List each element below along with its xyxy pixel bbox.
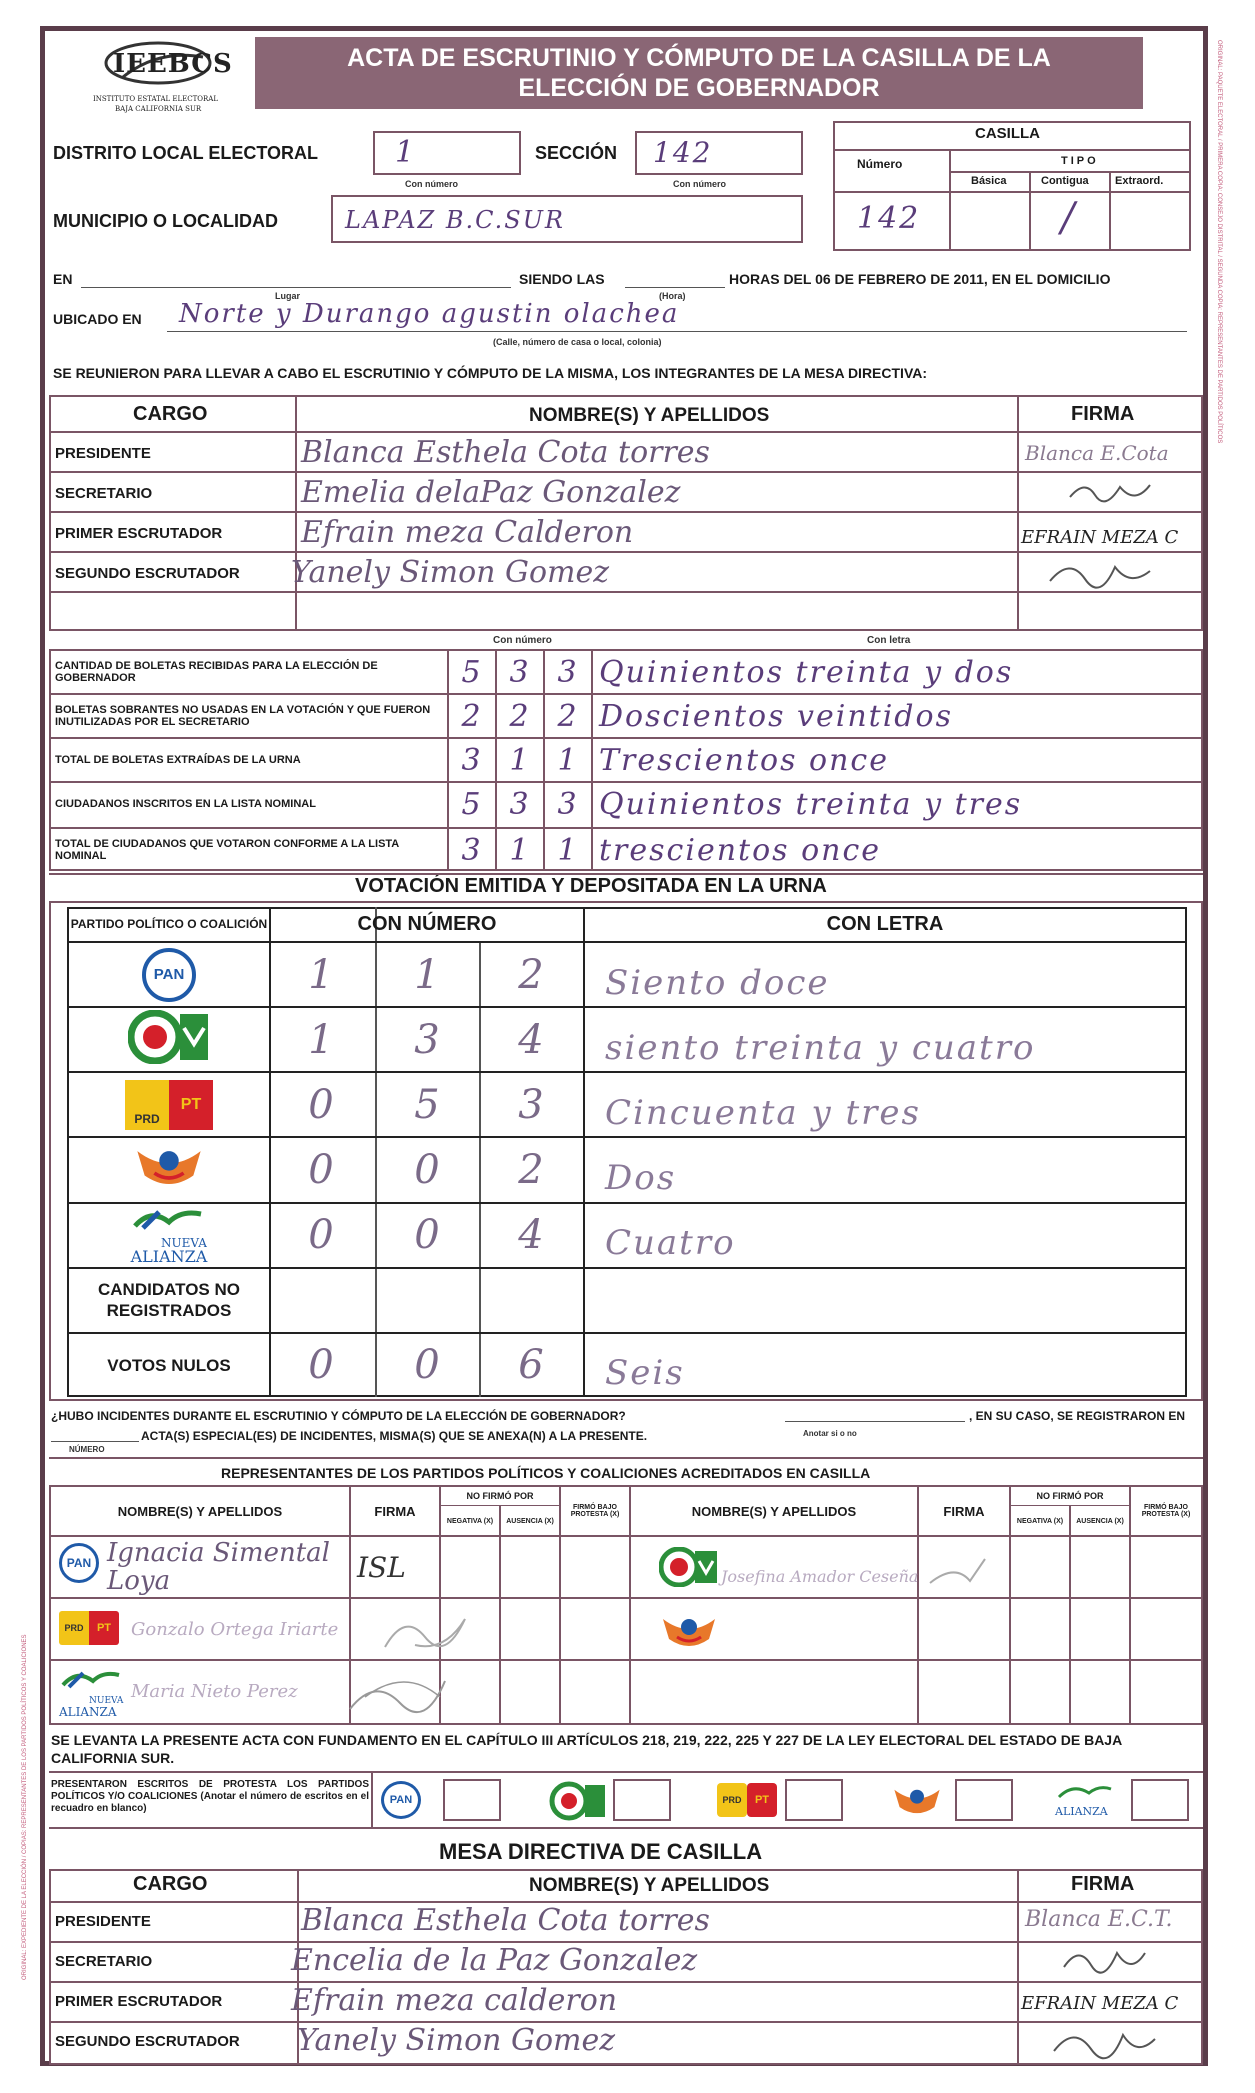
institute-logo	[85, 37, 233, 117]
vote-2-d1[interactable]: 1	[308, 1016, 336, 1063]
rep-left-firma-header: FIRMA	[374, 1503, 416, 1519]
rep-right-nombre-header: NOMBRE(S) Y APELLIDOS	[691, 1503, 857, 1519]
rep-left-nofirmo-header: NO FIRMÓ POR	[466, 1491, 534, 1501]
protesta-prs-icon	[887, 1781, 947, 1826]
protesta-pri-box[interactable]	[613, 1779, 671, 1821]
mesa-top-cargo-2: SECRETARIO	[55, 485, 153, 502]
side-legal-text-left: ORIGINAL: EXPEDIENTE DE LA ELECCIÓN / COPIAS: REPRESENTANTES DE LOS PARTIDOS POLÍTICOS Y COALICIONES	[22, 1634, 28, 1980]
mesa-bottom-nombre-3[interactable]: Efrain meza calderon	[291, 1983, 618, 2018]
mesa-top-firma-header: FIRMA	[1071, 403, 1135, 425]
boleta-1-d1[interactable]: 5	[461, 654, 483, 690]
rep-right-negativa-header: NEGATIVA (X)	[1016, 1517, 1064, 1525]
boleta-label-5: TOTAL DE CIUDADANOS QUE VOTARON CONFORME A LA LISTA NOMINAL	[55, 838, 399, 862]
mesa-bottom-signature-2[interactable]	[1059, 1945, 1149, 1982]
en-label: EN	[53, 271, 73, 287]
lugar-sub: Lugar	[275, 291, 301, 301]
prs-logo-icon	[129, 1139, 209, 1200]
seccion-sub: Con número	[673, 179, 726, 189]
boleta-5-letra[interactable]: trescientos once	[599, 832, 882, 868]
mesa-bottom-nombre-header: NOMBRE(S) Y APELLIDOS	[529, 1875, 770, 1896]
vote-1-d1[interactable]: 1	[308, 951, 336, 998]
rep-left-nombre-2[interactable]: Gonzalo Ortega Iriarte	[131, 1619, 339, 1640]
vote-2-d3[interactable]: 4	[518, 1016, 546, 1063]
mesa-top-signature-4[interactable]	[1045, 557, 1155, 596]
representantes-title: REPRESENTANTES DE LOS PARTIDOS POLÍTICOS Y COALICIONES ACREDITADOS EN CASILLA	[221, 1465, 871, 1481]
rep-right-firma-header: FIRMA	[943, 1503, 985, 1519]
boleta-5-d1[interactable]: 3	[461, 832, 483, 868]
mesa-bottom-cargo-1: PRESIDENTE	[55, 1913, 151, 1930]
incidentes-line-2: ACTA(S) ESPECIAL(ES) DE INCIDENTES, MISMA(S) QUE SE ANEXA(N) A LA PRESENTE.	[141, 1429, 648, 1443]
rep-right-signature-1[interactable]	[925, 1553, 1005, 1598]
protesta-prd-pt-icon: PRD PT	[717, 1783, 777, 1817]
vote-1-d2[interactable]: 1	[414, 951, 442, 998]
vote-3-letra[interactable]: Cincuenta y tres	[605, 1092, 921, 1133]
seccion-field[interactable]: 142	[635, 131, 803, 175]
municipio-label: MUNICIPIO O LOCALIDAD	[53, 211, 278, 231]
protesta-text: PRESENTARON ESCRITOS DE PROTESTA LOS PARTIDOS POLÍTICOS Y/O COALICIONES (Anotar el número de escritos en el recuadro en blanco)	[51, 1779, 369, 1814]
vote-4-d1[interactable]: 0	[308, 1146, 336, 1193]
logo-text: IEEBCS	[113, 49, 233, 79]
casilla-tipo-label: TIPO	[1061, 155, 1099, 167]
votacion-partido-header: PARTIDO POLÍTICO O COALICIÓN	[70, 916, 268, 931]
vote-party-cell-5	[69, 1204, 269, 1267]
boleta-2-letra[interactable]: Doscientos veintidos	[599, 698, 953, 734]
mesa-bottom-firma-header: FIRMA	[1071, 1873, 1135, 1895]
protesta-nueva-alianza-box[interactable]	[1131, 1779, 1189, 1821]
protesta-nueva-alianza-icon: ALIANZA	[1055, 1783, 1125, 1818]
incidentes-anotar: Anotar si o no	[803, 1429, 857, 1438]
incidentes-line-1: ¿HUBO INCIDENTES DURANTE EL ESCRUTINIO Y CÓMPUTO DE LA ELECCIÓN DE GOBERNADOR?	[51, 1409, 626, 1423]
protesta-pri-icon	[549, 1781, 607, 1826]
mesa-bottom-firma-3[interactable]: EFRAIN MEZA C	[1021, 1993, 1179, 2014]
vote-4-d3[interactable]: 2	[518, 1146, 546, 1193]
incidentes-line-1-end: , EN SU CASO, SE REGISTRARON EN	[969, 1409, 1186, 1423]
prs-logo-icon	[659, 1609, 719, 1655]
prd-pt-logo-icon: PRD PT	[59, 1611, 119, 1645]
boleta-3-d2[interactable]: 1	[509, 742, 531, 778]
distrito-sub: Con número	[405, 179, 458, 189]
boletas-con-letra-header: Con letra	[867, 635, 911, 646]
boleta-4-d3[interactable]: 3	[557, 786, 579, 822]
mesa-top-nombre-1[interactable]: Blanca Esthela Cota torres	[301, 435, 710, 470]
boleta-4-d2[interactable]: 3	[509, 786, 531, 822]
ubicado-value[interactable]: Norte y Durango agustin olachea	[179, 299, 680, 329]
mesa-top-nombre-header: NOMBRE(S) Y APELLIDOS	[529, 405, 770, 426]
boleta-3-letra[interactable]: Trescientos once	[599, 742, 889, 778]
ubicado-sub: (Calle, número de casa o local, colonia)	[493, 337, 662, 347]
rep-right-nofirmo-header: NO FIRMÓ POR	[1036, 1491, 1104, 1501]
vote-party-cell-4	[69, 1138, 269, 1201]
rep-right-nombre-1[interactable]: Josefina Amador Ceseña	[721, 1567, 919, 1586]
casilla-contigua: Contigua	[1041, 175, 1089, 187]
vote-6-d2[interactable]	[377, 1269, 479, 1332]
vote-3-d1[interactable]: 0	[308, 1081, 336, 1128]
boleta-4-letra[interactable]: Quinientos treinta y tres	[599, 786, 1023, 822]
municipio-field[interactable]: LAPAZ B.C.SUR	[331, 195, 803, 243]
boleta-5-d3[interactable]: 1	[557, 832, 579, 868]
rep-right-ausencia-header: AUSENCIA (X)	[1076, 1517, 1124, 1525]
pri-pvem-logo-icon	[128, 1010, 210, 1069]
vote-1-d3[interactable]: 2	[518, 951, 546, 998]
boleta-2-d1[interactable]: 2	[461, 698, 483, 734]
mesa-top-cargo-1: PRESIDENTE	[55, 445, 151, 462]
mesa-bottom-title: MESA DIRECTIVA DE CASILLA	[439, 1839, 763, 1864]
rep-left-nombre-3[interactable]: Maria Nieto Perez	[131, 1681, 298, 1702]
casilla-numero-value[interactable]: 142	[857, 201, 921, 236]
mesa-bottom-cargo-4: SEGUNDO ESCRUTADOR	[55, 2033, 240, 2050]
side-legal-text-right: ORIGINAL: PAQUETE ELECTORAL / PRIMERA COPIA: CONSEJO DISTRITAL / SEGUNDA COPIA: REPRESENTANTES DE PARTIDOS POLÍTICOS	[1216, 40, 1222, 444]
vote-party-cell-6	[69, 1269, 269, 1332]
boleta-4-d1[interactable]: 5	[461, 786, 483, 822]
vote-party-label: CANDIDATOS NO REGISTRADOS	[98, 1280, 240, 1321]
protesta-pan-box[interactable]	[443, 1779, 501, 1821]
rep-left-nombre-1[interactable]: Ignacia Simental Loya	[107, 1538, 330, 1596]
vote-3-d3[interactable]: 3	[518, 1081, 546, 1128]
boletas-con-numero-header: Con número	[493, 635, 552, 646]
vote-party-cell-1	[69, 943, 269, 1006]
vote-7-letra[interactable]: Seis	[605, 1353, 685, 1394]
boleta-label-1: CANTIDAD DE BOLETAS RECIBIDAS PARA LA ELECCIÓN DE GOBERNADOR	[55, 660, 378, 684]
vote-6-d1[interactable]	[271, 1269, 373, 1332]
vote-5-letra[interactable]: Cuatro	[605, 1223, 736, 1264]
mesa-top-nombre-4[interactable]: Yanely Simon Gomez	[291, 555, 610, 590]
mesa-top-cargo-3: PRIMER ESCRUTADOR	[55, 525, 223, 542]
mesa-bottom-signature-4[interactable]	[1049, 2025, 1159, 2066]
vote-7-d2[interactable]: 0	[414, 1342, 442, 1389]
mesa-top-nombre-3[interactable]: Efrain meza Calderon	[301, 515, 634, 550]
seccion-label: SECCIÓN	[535, 143, 618, 163]
pan-logo-icon: PAN	[59, 1543, 99, 1583]
rep-left-firma-1[interactable]: ISL	[357, 1551, 406, 1584]
vote-party-label: VOTOS NULOS	[107, 1355, 231, 1375]
vote-party-cell-2	[69, 1008, 269, 1071]
title-banner	[255, 37, 1143, 109]
casilla-title: CASILLA	[975, 125, 1040, 142]
boleta-label-3: TOTAL DE BOLETAS EXTRAÍDAS DE LA URNA	[55, 754, 301, 766]
boleta-2-d3[interactable]: 2	[557, 698, 579, 734]
mesa-bottom-nombre-1[interactable]: Blanca Esthela Cota torres	[301, 1903, 710, 1938]
vote-6-d3[interactable]	[481, 1269, 583, 1332]
casilla-tipo-mark[interactable]: /	[1061, 195, 1077, 241]
casilla-basica: Básica	[971, 175, 1007, 187]
mesa-top-nombre-2[interactable]: Emelia delaPaz Gonzalez	[301, 475, 681, 510]
mesa-top-cargo-4: SEGUNDO ESCRUTADOR	[55, 565, 240, 582]
casilla-numero-label: Número	[857, 157, 903, 171]
mesa-top-firma-1[interactable]: Blanca E.Cota	[1025, 441, 1169, 465]
vote-5-d3[interactable]: 4	[518, 1212, 546, 1259]
mesa-bottom-nombre-4[interactable]: Yanely Simon Gomez	[297, 2023, 616, 2058]
vote-6-letra[interactable]	[605, 1277, 1185, 1340]
incidentes-numero: NÚMERO	[69, 1445, 105, 1454]
prd-pt-logo-icon: PRD PT	[125, 1080, 213, 1130]
vote-5-d1[interactable]: 0	[308, 1212, 336, 1259]
rep-left-ausencia-header: AUSENCIA (X)	[506, 1517, 554, 1525]
votacion-numero-header: CON NÚMERO	[357, 912, 497, 935]
hora-sub: (Hora)	[659, 291, 686, 301]
vote-7-d1[interactable]: 0	[308, 1342, 336, 1389]
boleta-2-d2[interactable]: 2	[509, 698, 531, 734]
votacion-title: VOTACIÓN EMITIDA Y DEPOSITADA EN LA URNA	[355, 875, 827, 897]
nueva-alianza-logo-icon: NUEVA ALIANZA	[59, 1667, 129, 1717]
ubicado-label: UBICADO EN	[53, 311, 142, 327]
rep-left-signature-3[interactable]	[345, 1667, 465, 1722]
vote-4-d2[interactable]: 0	[414, 1146, 442, 1193]
vote-4-letra[interactable]: Dos	[605, 1157, 677, 1198]
boleta-label-2: BOLETAS SOBRANTES NO USADAS EN LA VOTACIÓN Y QUE FUERON INUTILIZADAS POR EL SECRETARIO	[55, 704, 431, 728]
vote-7-d3[interactable]: 6	[518, 1342, 546, 1389]
protesta-prd-pt-box[interactable]	[785, 1779, 843, 1821]
mesa-bottom-cargo-2: SECRETARIO	[55, 1953, 153, 1970]
mesa-top-signature-2[interactable]	[1065, 477, 1155, 512]
title-line-2: ELECCIÓN DE GOBERNADOR	[518, 74, 880, 102]
boleta-1-d2[interactable]: 3	[509, 654, 531, 690]
vote-1-letra[interactable]: Siento doce	[605, 962, 830, 1003]
votacion-letra-header: CON LETRA	[826, 912, 944, 935]
distrito-field[interactable]: 1	[373, 131, 521, 175]
boleta-3-d3[interactable]: 1	[557, 742, 579, 778]
boleta-label-4: CIUDADANOS INSCRITOS EN LA LISTA NOMINAL	[55, 798, 316, 810]
vote-2-d2[interactable]: 3	[414, 1016, 442, 1063]
vote-party-cell-7	[69, 1334, 269, 1397]
mesa-top-firma-3[interactable]: EFRAIN MEZA C	[1021, 527, 1179, 548]
mesa-bottom-nombre-2[interactable]: Encelia de la Paz Gonzalez	[291, 1943, 698, 1978]
fundamento-text: SE LEVANTA LA PRESENTE ACTA CON FUNDAMENTO EN EL CAPÍTULO III ARTÍCULOS 218, 219, 222, 225 Y 227 DE LA LEY ELECTORAL DEL ESTADO DE BAJA CALIFORNIA SUR.	[51, 1732, 1122, 1766]
mesa-bottom-cargo-header: CARGO	[133, 1873, 208, 1895]
vote-party-cell-3	[69, 1073, 269, 1136]
rep-right-protesta-header: FIRMÓ BAJO PROTESTA (X)	[1141, 1504, 1191, 1518]
rep-left-signature-2[interactable]	[375, 1607, 485, 1662]
vote-5-d2[interactable]: 0	[414, 1212, 442, 1259]
siendo-label: SIENDO LAS	[519, 271, 605, 287]
boleta-1-letra[interactable]: Quinientos treinta y dos	[599, 654, 1014, 690]
mesa-top-cargo-header: CARGO	[133, 403, 208, 425]
boleta-1-d3[interactable]: 3	[557, 654, 579, 690]
rep-left-negativa-header: NEGATIVA (X)	[446, 1517, 494, 1525]
pan-logo-icon: PAN	[142, 948, 196, 1002]
distrito-label: DISTRITO LOCAL ELECTORAL	[53, 143, 319, 163]
nueva-alianza-logo-icon: NUEVA ALIANZA	[129, 1206, 209, 1265]
vote-3-d2[interactable]: 5	[414, 1081, 442, 1128]
protesta-prs-box[interactable]	[955, 1779, 1013, 1821]
title-line-1: ACTA DE ESCRUTINIO Y CÓMPUTO DE LA CASILLA DE LA	[347, 44, 1051, 72]
vote-2-letra[interactable]: siento treinta y cuatro	[605, 1027, 1036, 1068]
boleta-3-d1[interactable]: 3	[461, 742, 483, 778]
horas-text: HORAS DEL 06 DE FEBRERO DE 2011, EN EL DOMICILIO	[729, 271, 1111, 287]
mesa-bottom-cargo-3: PRIMER ESCRUTADOR	[55, 1993, 223, 2010]
casilla-extraord: Extraord.	[1115, 175, 1164, 187]
rep-left-protesta-header: FIRMÓ BAJO PROTESTA (X)	[570, 1504, 620, 1518]
boleta-5-d2[interactable]: 1	[509, 832, 531, 868]
rep-left-nombre-header: NOMBRE(S) Y APELLIDOS	[117, 1503, 283, 1519]
reunieron-text: SE REUNIERON PARA LLEVAR A CABO EL ESCRUTINIO Y CÓMPUTO DE LA MISMA, LOS INTEGRANTES DE LA MESA DIRECTIVA:	[53, 365, 928, 381]
institute-name-1: INSTITUTO ESTATAL ELECTORAL	[93, 95, 219, 103]
mesa-bottom-firma-1[interactable]: Blanca E.C.T.	[1025, 1907, 1173, 1932]
acta-sheet	[40, 26, 1208, 2066]
institute-name-2: BAJA CALIFORNIA SUR	[115, 105, 202, 113]
pri-pvem-logo-icon	[659, 1547, 719, 1587]
protesta-pan-icon: PAN	[381, 1781, 421, 1819]
